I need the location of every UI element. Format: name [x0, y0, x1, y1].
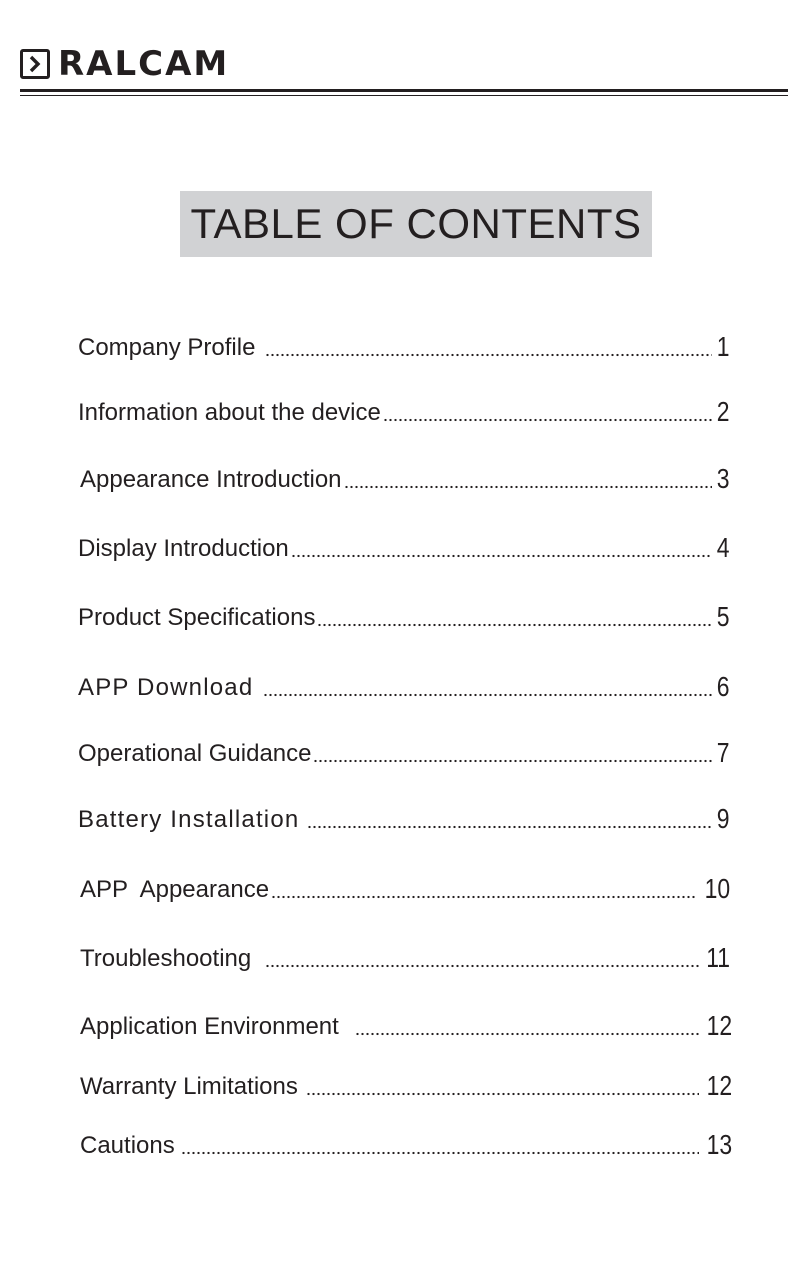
toc-page-number: 13	[706, 1129, 732, 1160]
toc-leader	[271, 895, 697, 899]
toc-label: Warranty Limitations	[80, 1073, 298, 1100]
toc-leader	[263, 693, 712, 697]
toc-leader	[307, 825, 712, 829]
toc-label: APP Appearance	[80, 876, 270, 903]
toc-leader	[313, 759, 712, 763]
toc-label: Company Profile	[78, 334, 256, 361]
toc-entry	[78, 600, 730, 632]
toc-entry	[80, 941, 730, 973]
toc-page-number: 6	[717, 671, 730, 702]
toc-page-number: 3	[717, 463, 730, 494]
toc-entry	[78, 670, 730, 702]
toc-leader	[317, 623, 712, 627]
toc-page-number: 4	[717, 532, 730, 563]
toc-label: Battery Installation	[78, 806, 300, 833]
toc-entry	[80, 1069, 732, 1101]
toc-leader	[355, 1032, 699, 1036]
toc-label: Cautions	[80, 1132, 175, 1159]
toc-entry	[80, 1128, 732, 1160]
toc-entry	[80, 1009, 732, 1041]
toc-leader	[344, 485, 713, 489]
toc-entry	[78, 736, 730, 768]
toc-page-number: 2	[717, 396, 730, 427]
page-header	[20, 44, 788, 98]
toc-label: Display Introduction	[78, 535, 289, 562]
toc-leader	[383, 418, 713, 422]
toc-label: Troubleshooting	[80, 945, 252, 972]
toc-page-number: 7	[717, 737, 730, 768]
toc-entry	[78, 395, 730, 427]
toc-entry	[78, 802, 730, 834]
chevron-right-icon	[20, 49, 50, 79]
toc-label: Operational Guidance	[78, 740, 312, 767]
header-rule-thick	[20, 89, 788, 92]
toc-leader	[265, 964, 699, 968]
toc-page-number: 5	[717, 601, 730, 632]
toc-label: Appearance Introduction	[80, 466, 342, 493]
toc-entry	[78, 531, 730, 563]
header-rule-thin	[20, 95, 788, 96]
toc-page-number: 1	[717, 331, 730, 362]
toc-label: Information about the device	[78, 399, 381, 426]
toc-label: Application Environment	[80, 1013, 339, 1040]
brand-logo	[20, 44, 229, 84]
toc-title-box	[180, 191, 652, 257]
toc-page-number: 9	[717, 803, 730, 834]
toc-entry	[78, 330, 730, 362]
toc-entry	[80, 872, 730, 904]
toc-page-number: 11	[706, 942, 730, 973]
brand-name: RALCAM	[58, 44, 230, 84]
toc-label: Product Specifications	[78, 604, 316, 631]
toc-page-number: 12	[706, 1070, 732, 1101]
toc-page-number: 12	[706, 1010, 732, 1041]
toc-leader	[291, 554, 713, 558]
toc-label: APP Download	[78, 674, 254, 701]
toc-leader	[181, 1151, 699, 1155]
toc-leader	[265, 353, 712, 357]
page-title: TABLE OF CONTENTS	[190, 200, 642, 247]
toc-leader	[306, 1092, 699, 1096]
toc-page-number: 10	[704, 873, 730, 904]
toc-entry	[80, 462, 730, 494]
